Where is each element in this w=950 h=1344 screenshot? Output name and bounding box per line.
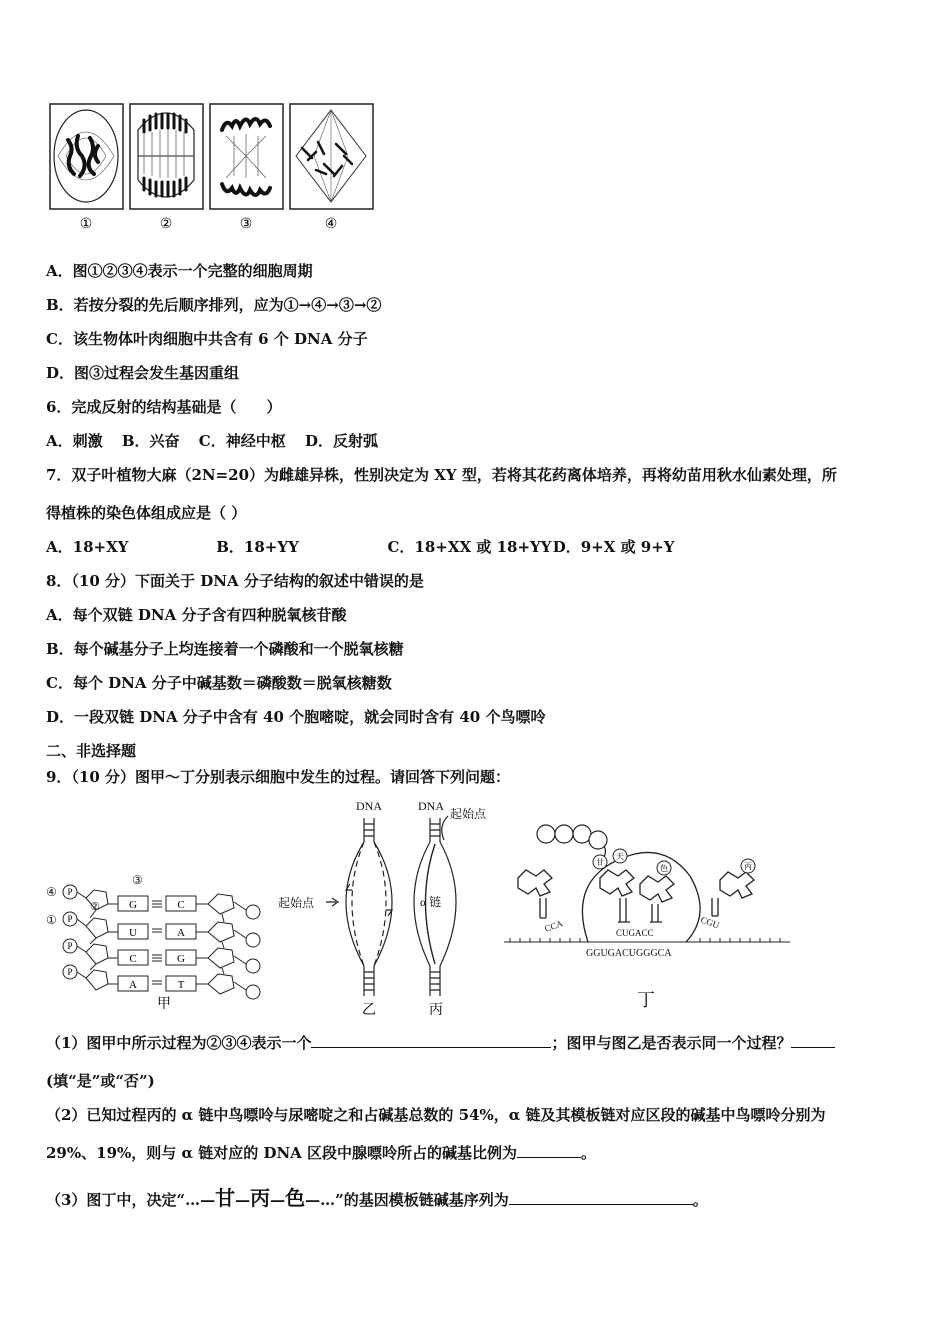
aa-3: 色	[660, 864, 668, 873]
figure-ding	[500, 818, 795, 1014]
q9-part3: （3）图丁中，决定“…—甘—丙—色—…”的基因模板链碱基序列为 。	[46, 1186, 708, 1210]
q5-option-b: B．若按分裂的先后顺序排列，应为①→④→③→②	[46, 296, 382, 314]
panel-label-4: ④	[324, 217, 338, 232]
left-base-3: C	[129, 953, 137, 965]
q8-option-d: D．一段双链 DNA 分子中含有 40 个胞嘧啶，就会同时含有 40 个鸟嘌呤	[46, 708, 546, 726]
q7-option-b: B．18+YY	[216, 538, 299, 556]
q9-p1-a: （1）图甲中所示过程为②③④表示一个	[46, 1034, 312, 1052]
right-base-2: A	[177, 927, 185, 939]
phosphate-4: P	[67, 967, 73, 977]
left-base-4: A	[129, 979, 137, 991]
cell-division-svg	[46, 100, 376, 235]
q9-p3-aa-3: 色	[285, 1186, 306, 1210]
anticodon-1: CCA	[543, 918, 565, 934]
q9-p1-c: (填“是”或“否”)	[46, 1072, 155, 1090]
panel-2	[130, 104, 203, 209]
aa-1: 甘	[596, 858, 604, 867]
q6-option-d: D．反射弧	[304, 432, 378, 450]
panel-label-2: ②	[159, 217, 173, 232]
panel-label-1: ①	[79, 217, 93, 232]
bing-origin-label: 起始点	[450, 807, 487, 821]
mark-2: ②	[90, 901, 100, 913]
q7-stem-line2: 得植株的染色体组成应是（ ）	[46, 504, 247, 522]
panel-3	[210, 104, 283, 209]
figure-yi-bing	[278, 796, 503, 1018]
q8-option-b: B．每个碱基分子上均连接着一个磷酸和一个脱氧核糖	[46, 640, 404, 658]
mrna-sequence: GGUGACUGGGCA	[586, 948, 672, 959]
phosphate-2: P	[67, 914, 73, 924]
caption-jia: 甲	[157, 997, 171, 1012]
phosphate-3: P	[67, 941, 73, 951]
cell-division-figure	[46, 100, 376, 235]
figure-jia	[46, 872, 271, 1012]
q6-stem: 6．完成反射的结构基础是（ ）	[46, 398, 282, 416]
q7-options	[46, 537, 675, 557]
q9-p3-aa-1: 甘	[215, 1186, 236, 1210]
left-base-1: G	[129, 899, 137, 911]
mark-1: ①	[46, 913, 57, 927]
mark-4: ④	[46, 885, 57, 899]
q9-p1-blank1[interactable]	[311, 1033, 551, 1048]
panel-1	[50, 104, 123, 209]
yi-dna-label: DNA	[356, 799, 382, 813]
q9-p2-blank[interactable]	[517, 1143, 581, 1158]
panel-4	[290, 104, 373, 209]
section-2-title: 二、非选择题	[46, 742, 137, 760]
q7-option-c: C．18+XX 或 18+YY	[387, 538, 552, 556]
aa-2: 天	[616, 852, 624, 861]
q6-options	[46, 431, 378, 451]
panel-label-3: ③	[239, 217, 253, 232]
mark-3: ③	[132, 873, 143, 887]
right-base-1: C	[177, 899, 185, 911]
q9-p1-b: ；图甲与图乙是否表示同一个过程？	[551, 1034, 792, 1052]
q7-stem-line1: 7．双子叶植物大麻（2N=20）为雌雄异株，性别决定为 XY 型，若将其花药离体培养，再将幼苗用秋水仙素处理，所	[46, 466, 837, 484]
right-base-3: G	[177, 953, 185, 965]
q9-p3-a: （3）图丁中，决定“…—	[46, 1191, 216, 1209]
phosphate-1: P	[67, 887, 73, 897]
q6-option-b: B．兴奋	[121, 432, 180, 450]
right-base-4: T	[177, 979, 185, 991]
q5-option-d: D．图③过程会发生基因重组	[46, 364, 240, 382]
q8-option-a: A．每个双链 DNA 分子含有四种脱氧核苷酸	[46, 606, 347, 624]
q9-p3-b: —…”的基因模板链碱基序列为	[305, 1191, 509, 1209]
caption-bing: 丙	[429, 1003, 443, 1018]
aa-4: 丙	[744, 862, 752, 871]
caption-yi: 乙	[362, 1003, 376, 1018]
q9-p2-b: 29%、19%，则与 α 链对应的 DNA 区段中腺嘌呤所占的碱基比例为	[46, 1144, 518, 1162]
q9-p2-end: 。	[581, 1144, 597, 1162]
q5-option-a: A．图①②③④表示一个完整的细胞周期	[46, 262, 313, 280]
caption-ding: 丁	[637, 990, 655, 1010]
codon-line: CUGACC	[616, 928, 654, 938]
q9-p3-end: 。	[692, 1191, 708, 1209]
q9-p1-blank2[interactable]	[791, 1033, 835, 1048]
left-base-2: U	[129, 927, 137, 939]
q6-option-c: C．神经中枢	[198, 432, 286, 450]
figure-jia-svg	[46, 872, 271, 1012]
q9-part1-line1	[46, 1033, 835, 1053]
figure-ding-svg	[500, 818, 795, 1014]
q8-option-c: C．每个 DNA 分子中碱基数＝磷酸数＝脱氧核糖数	[46, 674, 392, 692]
q9-p3-aa-2: 丙	[250, 1186, 271, 1210]
q7-option-d: D．9+X 或 9+Y	[552, 538, 675, 556]
q9-p2-a: （2）已知过程丙的 α 链中鸟嘌呤与尿嘧啶之和占碱基总数的 54%，α 链及其模板链对应区段的碱基中鸟嘌呤分别为	[46, 1106, 826, 1124]
bing-dna-label: DNA	[418, 799, 444, 813]
anticodon-4: CGU	[699, 914, 721, 931]
q5-option-c: C．该生物体叶肉细胞中共含有 6 个 DNA 分子	[46, 330, 368, 348]
bing-chain-label: α 链	[420, 895, 442, 909]
figure-yi-bing-svg	[278, 796, 503, 1018]
q6-option-a: A．刺激	[46, 432, 103, 450]
yi-origin-label: 起始点	[278, 896, 315, 910]
q7-option-a: A．18+XY	[46, 538, 129, 556]
q9-p3-blank[interactable]	[509, 1190, 693, 1205]
q8-stem: 8．（10 分）下面关于 DNA 分子结构的叙述中错误的是	[46, 572, 424, 590]
q9-stem: 9．（10 分）图甲～丁分别表示细胞中发生的过程。请回答下列问题：	[46, 768, 511, 786]
q9-part2-line2	[46, 1143, 596, 1163]
